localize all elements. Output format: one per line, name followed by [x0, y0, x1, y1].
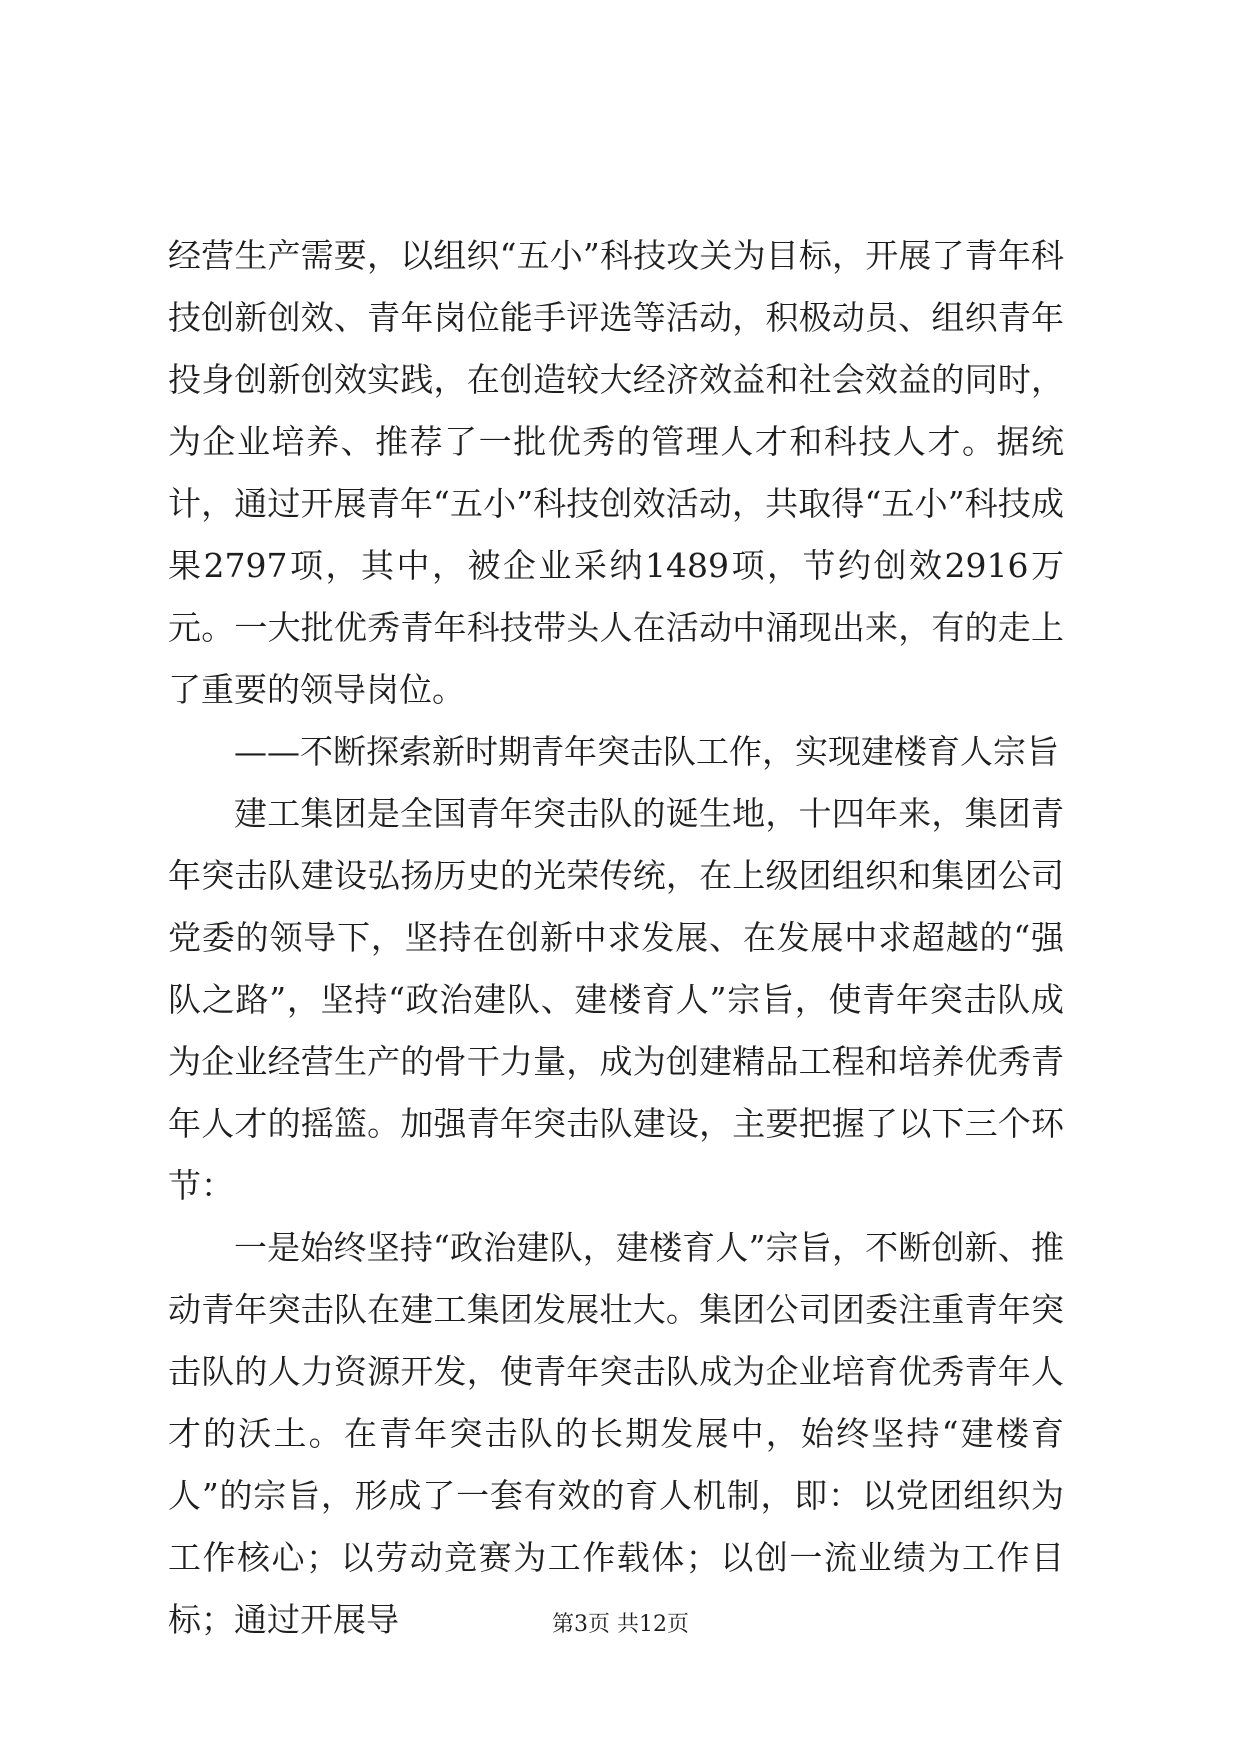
document-body	[168, 225, 1064, 1651]
paragraph-continuation: 经营生产需要，以组织“五小”科技攻关为目标，开展了青年科技创新创效、青年岗位能手评选等活动，积极动员、组织青年投身创新创效实践，在创造较大经济效益和社会效益的同时，为企业培养、推荐了一批优秀的管理人才和科技人才。据统计，通过开展青年“五小”科技创效活动，共取得“五小”科技成果2797项，其中，被企业采纳1489项，节约创效2916万元。一大批优秀青年科技带头人在活动中涌现出来，有的走上了重要的领导岗位。	[168, 236, 1064, 709]
page-number-footer: 第3页 共12页	[552, 1612, 689, 1637]
paragraph: 建工集团是全国青年突击队的诞生地，十四年来，集团青年突击队建设弘扬历史的光荣传统，在上级团组织和集团公司党委的领导下，坚持在创新中求发展、在发展中求超越的“强队之路”，坚持“政治建队、建楼育人”宗旨，使青年突击队成为企业经营生产的骨干力量，成为创建精品工程和培养优秀青年人才的摇篮。加强青年突击队建设，主要把握了以下三个环节：	[168, 794, 1064, 1205]
section-heading: ——不断探索新时期青年突击队工作，实现建楼育人宗旨	[234, 732, 1059, 771]
paragraph: 一是始终坚持“政治建队，建楼育人”宗旨，不断创新、推动青年突击队在建工集团发展壮大。集团公司团委注重青年突击队的人力资源开发，使青年突击队成为企业培育优秀青年人才的沃土。在青年突击队的长期发展中，始终坚持“建楼育人”的宗旨，形成了一套有效的育人机制，即：以党团组织为工作核心；以劳动竞赛为工作载体；以创一流业绩为工作目标；通过开展导	[168, 1228, 1064, 1639]
